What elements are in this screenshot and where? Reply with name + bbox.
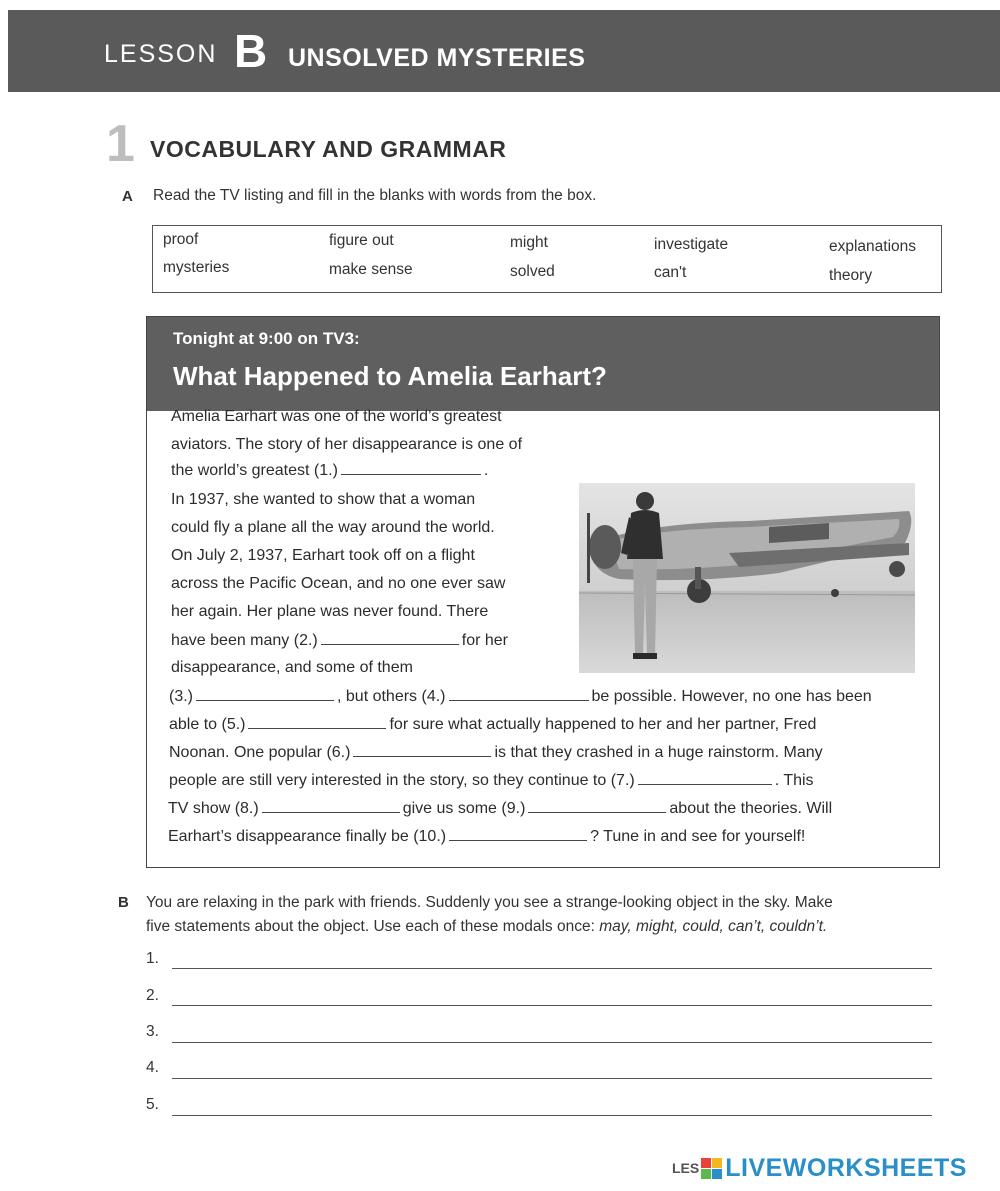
- answer-line-1-input[interactable]: [172, 968, 932, 969]
- listing-text: .: [483, 462, 489, 479]
- section-number: 1: [106, 115, 135, 173]
- word-box-item: make sense: [329, 261, 413, 278]
- part-b-modals: may, might, could, can’t, couldn’t.: [599, 918, 828, 935]
- listing-line: [171, 631, 508, 650]
- word-box-item: theory: [829, 267, 873, 284]
- word-box-item: solved: [510, 263, 555, 280]
- listing-text: , but others (4.): [337, 688, 446, 705]
- listing-line: [168, 799, 832, 818]
- blank-6-input[interactable]: [353, 743, 491, 757]
- listing-text: TV show (8.): [168, 800, 259, 817]
- blank-7-input[interactable]: [638, 771, 772, 785]
- listing-text: for sure what actually happened to her and her partner, Fred: [389, 716, 817, 733]
- blank-4-input[interactable]: [449, 687, 589, 701]
- listing-line: [171, 461, 488, 480]
- footer-branding: [672, 1150, 967, 1186]
- part-b-instruction-text: five statements about the object. Use each of these modals once:: [146, 918, 600, 935]
- tv-listing-header: [147, 317, 939, 411]
- word-box-item: can't: [654, 264, 687, 281]
- blank-1-input[interactable]: [341, 461, 481, 475]
- listing-text: (3.): [169, 688, 193, 705]
- answer-number: 4.: [146, 1059, 159, 1076]
- blank-10-input[interactable]: [449, 827, 587, 841]
- word-box: [152, 225, 942, 293]
- listing-text: for her: [461, 632, 508, 649]
- blank-8-input[interactable]: [262, 799, 400, 813]
- listing-text: have been many (2.): [171, 632, 318, 649]
- part-a-instruction: Read the TV listing and fill in the blanks with words from the box.: [153, 187, 597, 204]
- part-b-instruction-line2: [146, 918, 827, 936]
- lesson-letter: B: [234, 25, 268, 77]
- listing-line: [169, 771, 814, 790]
- listing-line: her again. Her plane was never found. There: [171, 603, 489, 620]
- answer-line-4-input[interactable]: [172, 1078, 932, 1079]
- listing-line: across the Pacific Ocean, and no one ever saw: [171, 575, 506, 592]
- answer-number: 3.: [146, 1023, 159, 1040]
- word-box-item: proof: [163, 231, 199, 248]
- listing-line: could fly a plane all the way around the world.: [171, 519, 495, 536]
- listing-line: disappearance, and some of them: [171, 659, 413, 676]
- listing-line: [168, 827, 805, 846]
- answer-line-3-input[interactable]: [172, 1042, 932, 1043]
- listing-text: the world’s greatest (1.): [171, 462, 338, 479]
- tv-listing-heading: What Happened to Amelia Earhart?: [173, 361, 607, 391]
- tv-listing-kicker: Tonight at 9:00 on TV3:: [173, 329, 360, 348]
- listing-text: . This: [774, 772, 814, 789]
- section-title: VOCABULARY AND GRAMMAR: [150, 136, 507, 162]
- listing-text: be possible. However, no one has been: [591, 688, 872, 705]
- listing-text: about the theories. Will: [669, 800, 833, 817]
- listing-text: give us some (9.): [402, 800, 526, 817]
- word-box-item: explanations: [829, 238, 917, 255]
- blank-9-input[interactable]: [528, 799, 666, 813]
- listing-text: ? Tune in and see for yourself!: [590, 828, 806, 845]
- part-a-letter: A: [122, 188, 133, 205]
- listing-text: able to (5.): [169, 716, 246, 733]
- part-b-letter: B: [118, 894, 129, 911]
- answer-line-2-input[interactable]: [172, 1005, 932, 1006]
- answer-number: 1.: [146, 950, 159, 967]
- listing-line: aviators. The story of her disappearance is one of: [171, 436, 523, 453]
- listing-text: Earhart’s disappearance finally be (10.): [168, 828, 447, 845]
- listing-line: [169, 715, 816, 734]
- blank-5-input[interactable]: [248, 715, 386, 729]
- listing-line: In 1937, she wanted to show that a woman: [171, 491, 476, 508]
- liveworksheets-logo-icon: [701, 1158, 722, 1179]
- word-box-item: mysteries: [163, 259, 230, 276]
- answer-line-5-input[interactable]: [172, 1115, 932, 1116]
- blank-3-input[interactable]: [196, 687, 334, 701]
- part-b-instruction-line1: You are relaxing in the park with friends. Suddenly you see a strange-looking object in the sky. Make: [146, 894, 833, 911]
- word-box-item: might: [510, 234, 548, 251]
- lesson-title: UNSOLVED MYSTERIES: [288, 44, 586, 72]
- word-box-item: figure out: [329, 232, 394, 249]
- answer-number: 2.: [146, 987, 159, 1004]
- amelia-earhart-photo: [579, 483, 915, 673]
- listing-line: [169, 687, 872, 706]
- listing-text: people are still very interested in the story, so they continue to (7.): [169, 772, 635, 789]
- listing-line: On July 2, 1937, Earhart took off on a flight: [171, 547, 475, 564]
- word-box-item: investigate: [654, 236, 729, 253]
- listing-line: Amelia Earhart was one of the world’s greatest: [171, 408, 502, 425]
- listing-text: is that they crashed in a huge rainstorm. Many: [494, 744, 823, 761]
- lesson-word: LESSON: [104, 40, 218, 68]
- answer-number: 5.: [146, 1096, 159, 1113]
- liveworksheets-brand[interactable]: LIVEWORKSHEETS: [725, 1153, 967, 1182]
- listing-text: Noonan. One popular (6.): [169, 744, 351, 761]
- blank-2-input[interactable]: [321, 631, 459, 645]
- footer-lesson-label: LES: [672, 1160, 700, 1176]
- listing-line: [169, 743, 823, 762]
